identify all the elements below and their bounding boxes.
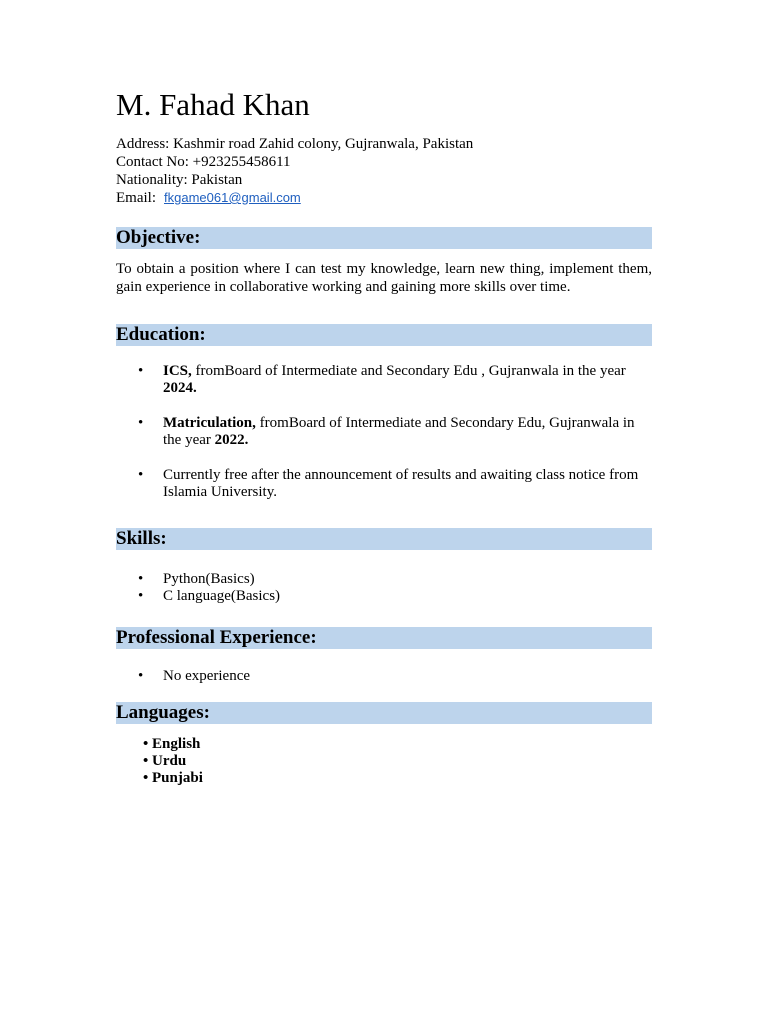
email-line <box>116 189 473 207</box>
education-item-matriculation <box>116 415 652 449</box>
education-detail: fromBoard of Intermediate and Secondary Edu, Gujranwala in the year <box>163 415 635 448</box>
language-item <box>143 753 203 770</box>
education-detail: fromBoard of Intermediate and Secondary Edu , Gujranwala in the year <box>191 363 626 379</box>
objective-text: To obtain a position where I can test my knowledge, learn new thing, implement them, gain experience in collaborative working and gaining more skills over time. <box>116 261 652 295</box>
experience-item <box>116 668 652 685</box>
language-label: Punjabi <box>152 770 203 786</box>
contact-number-line: Contact No: +923255458611 <box>116 154 291 170</box>
bullet-icon: • <box>143 770 149 786</box>
bullet-icon: • <box>138 363 144 379</box>
skill-label: C language(Basics) <box>163 588 281 604</box>
education-year: 2022. <box>214 432 249 448</box>
bullet-icon: • <box>138 571 144 587</box>
language-item <box>143 770 203 787</box>
experience-heading: Professional Experience: <box>116 627 652 649</box>
education-year: 2024. <box>163 380 197 396</box>
bullet-icon: • <box>143 753 149 769</box>
education-degree: Matriculation, <box>163 415 256 431</box>
resume-name: M. Fahad Khan <box>116 87 310 122</box>
language-label: Urdu <box>152 753 187 769</box>
contact-block <box>116 135 473 207</box>
address-line: Address: Kashmir road Zahid colony, Gujranwala, Pakistan <box>116 136 474 152</box>
bullet-icon: • <box>143 736 149 752</box>
education-list <box>116 363 652 519</box>
bullet-icon: • <box>138 588 144 604</box>
languages-heading: Languages: <box>116 702 652 724</box>
language-label: English <box>152 736 201 752</box>
email-label: Email: <box>116 190 156 206</box>
objective-heading: Objective: <box>116 227 652 249</box>
skill-label: Python(Basics) <box>163 571 255 587</box>
bullet-icon: • <box>138 668 144 684</box>
education-item-current-status <box>116 467 652 501</box>
experience-label: No experience <box>163 668 251 684</box>
education-item-ics <box>116 363 652 397</box>
skills-heading: Skills: <box>116 528 652 550</box>
education-heading: Education: <box>116 324 652 346</box>
email-link[interactable]: fkgame061@gmail.com <box>164 190 301 205</box>
education-detail: Currently free after the announcement of results and awaiting class notice from Islamia University. <box>163 467 639 500</box>
skill-item <box>116 588 652 605</box>
nationality-line: Nationality: Pakistan <box>116 172 243 188</box>
language-item <box>143 736 203 753</box>
education-degree: ICS, <box>163 363 192 379</box>
skill-item <box>116 571 652 588</box>
skills-list <box>116 571 652 605</box>
bullet-icon: • <box>138 415 144 431</box>
experience-list <box>116 668 652 685</box>
languages-list <box>143 736 203 787</box>
bullet-icon: • <box>138 467 144 483</box>
